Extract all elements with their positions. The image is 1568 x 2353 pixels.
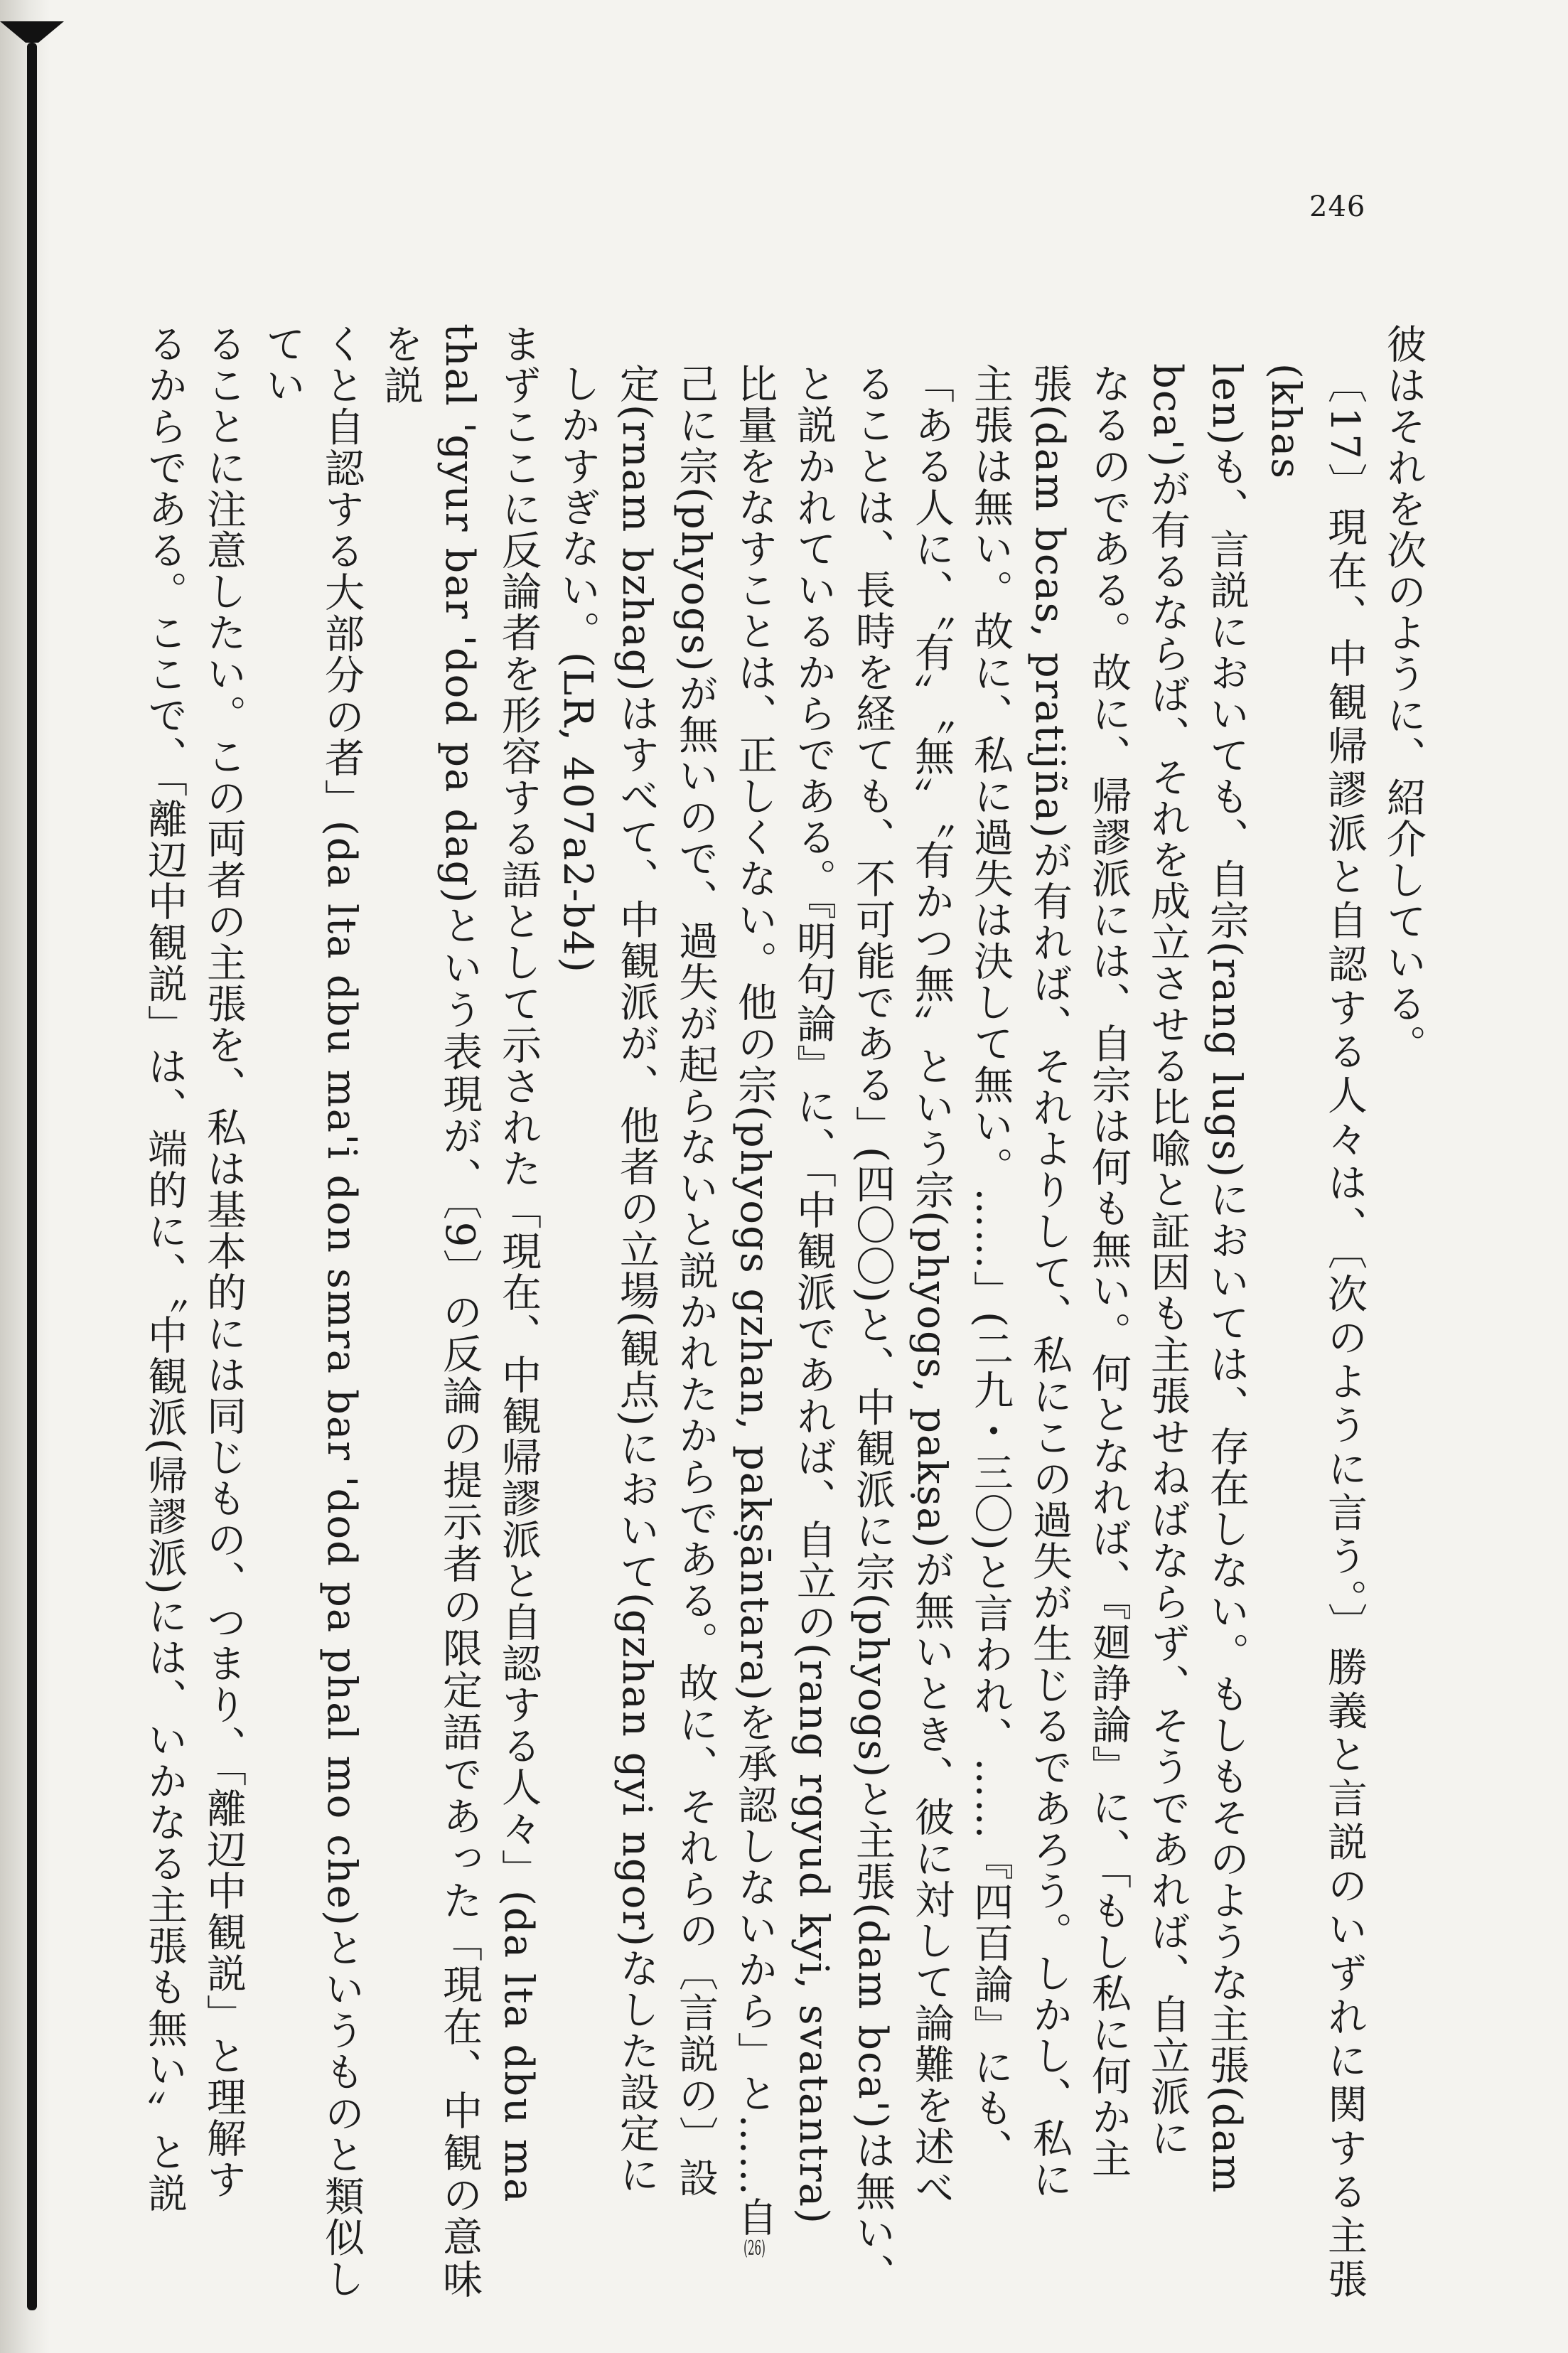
quote-line-12: 定(rnam bzhag)はすべて、中観派が、他者の立場(観点)において(gzhan gyi ngor)なした設定に: [613, 363, 660, 2196]
quote-line-8: ることは、長時を経ても、不可能である」(四〇〇)と、中観派に宗(phyogs)と主張(dam bca')は無い、: [849, 363, 896, 2295]
quote-line-1: 〔17〕現在、中観帰謬派と自認する人々は、〔次のように言う。〕勝義と言説のいずれに関する主張(khas: [1262, 363, 1368, 2300]
quote-line-10-text: 比量をなすことは、正しくない。他の宗(phyogs gzhan, pakṣāntara)を承認しないから」と……自: [731, 363, 778, 2239]
quote-line-4: なるのである。故に、帰謬派には、自宗は何も無い。何となれば、『廻諍論』に、「もし私に何か主: [1085, 363, 1132, 2179]
binding-shadow: [0, 0, 50, 2353]
quote-line-7: 「ある人に、〝有〟〝無〟〝有かつ無〟という宗(phyogs, pakṣa)が無いとき、彼に対して論難を述べ: [908, 363, 955, 2209]
quote-line-9: と説かれているからである。『明句論』に、「中観派であれば、自立の(rang rgyud kyi, svatantra): [790, 363, 837, 2225]
quote-line-5: 張(dam bcas, pratijña)が有れば、それよりして、私にこの過失が生じるであろう。しかし、私に: [1026, 363, 1073, 2201]
quote-line-10: [725, 323, 784, 2300]
quote-line-3: bca')が有るならば、それを成立させる比喩と証因も主張せねばならず、そうであれば、自立派に: [1144, 363, 1191, 2159]
text-line-1: 彼はそれを次のように、紹介している。: [1380, 323, 1427, 1066]
body-line-2: thal 'gyur bar 'dod pa dag)という表現が、〔9〕の反論の提示者の限定語であった「現在、中観の意味を説: [377, 323, 483, 2300]
footnote-marker: (26): [743, 2238, 766, 2258]
body-text: [47, 323, 1433, 2300]
body-line-1: まずここに反論者を形容する語として示された「現在、中観帰謬派と自認する人々」(da lta dbu ma: [495, 323, 542, 2204]
binding-rule: [27, 43, 37, 2310]
body-line-4: ることに注意したい。この両者の主張を、私は基本的には同じもの、つまり、「離辺中観説」と理解す: [200, 323, 247, 2200]
body-line-3: くと自認する大部分の者」(da lta dbu ma'i don smra bar 'dod pa phal mo che)というものと類似してい: [259, 323, 365, 2300]
body-line-5: るからである。ここで、「離辺中観説」は、端的に、〝中観派(帰謬派)には、いかなる主張も無い〟と説: [141, 323, 188, 2214]
quote-line-11: 己に宗(phyogs)が無いので、過失が起らないと説かれたからである。故に、それらの〔言説の〕設: [672, 363, 719, 2199]
quote-line-6: 主張は無い。故に、私に過失は決して無い。……」(二九・三〇)と言われ、……『四百論』にも、: [967, 363, 1014, 2170]
quote-line-2: len)も、言説においても、自宗(rang lugs)においては、存在しない。もしもそのような主張(dam: [1203, 363, 1250, 2194]
quote-line-13: しかすぎない。(LR, 407a2-b4): [554, 363, 601, 974]
page-number: 246: [1309, 191, 1366, 223]
